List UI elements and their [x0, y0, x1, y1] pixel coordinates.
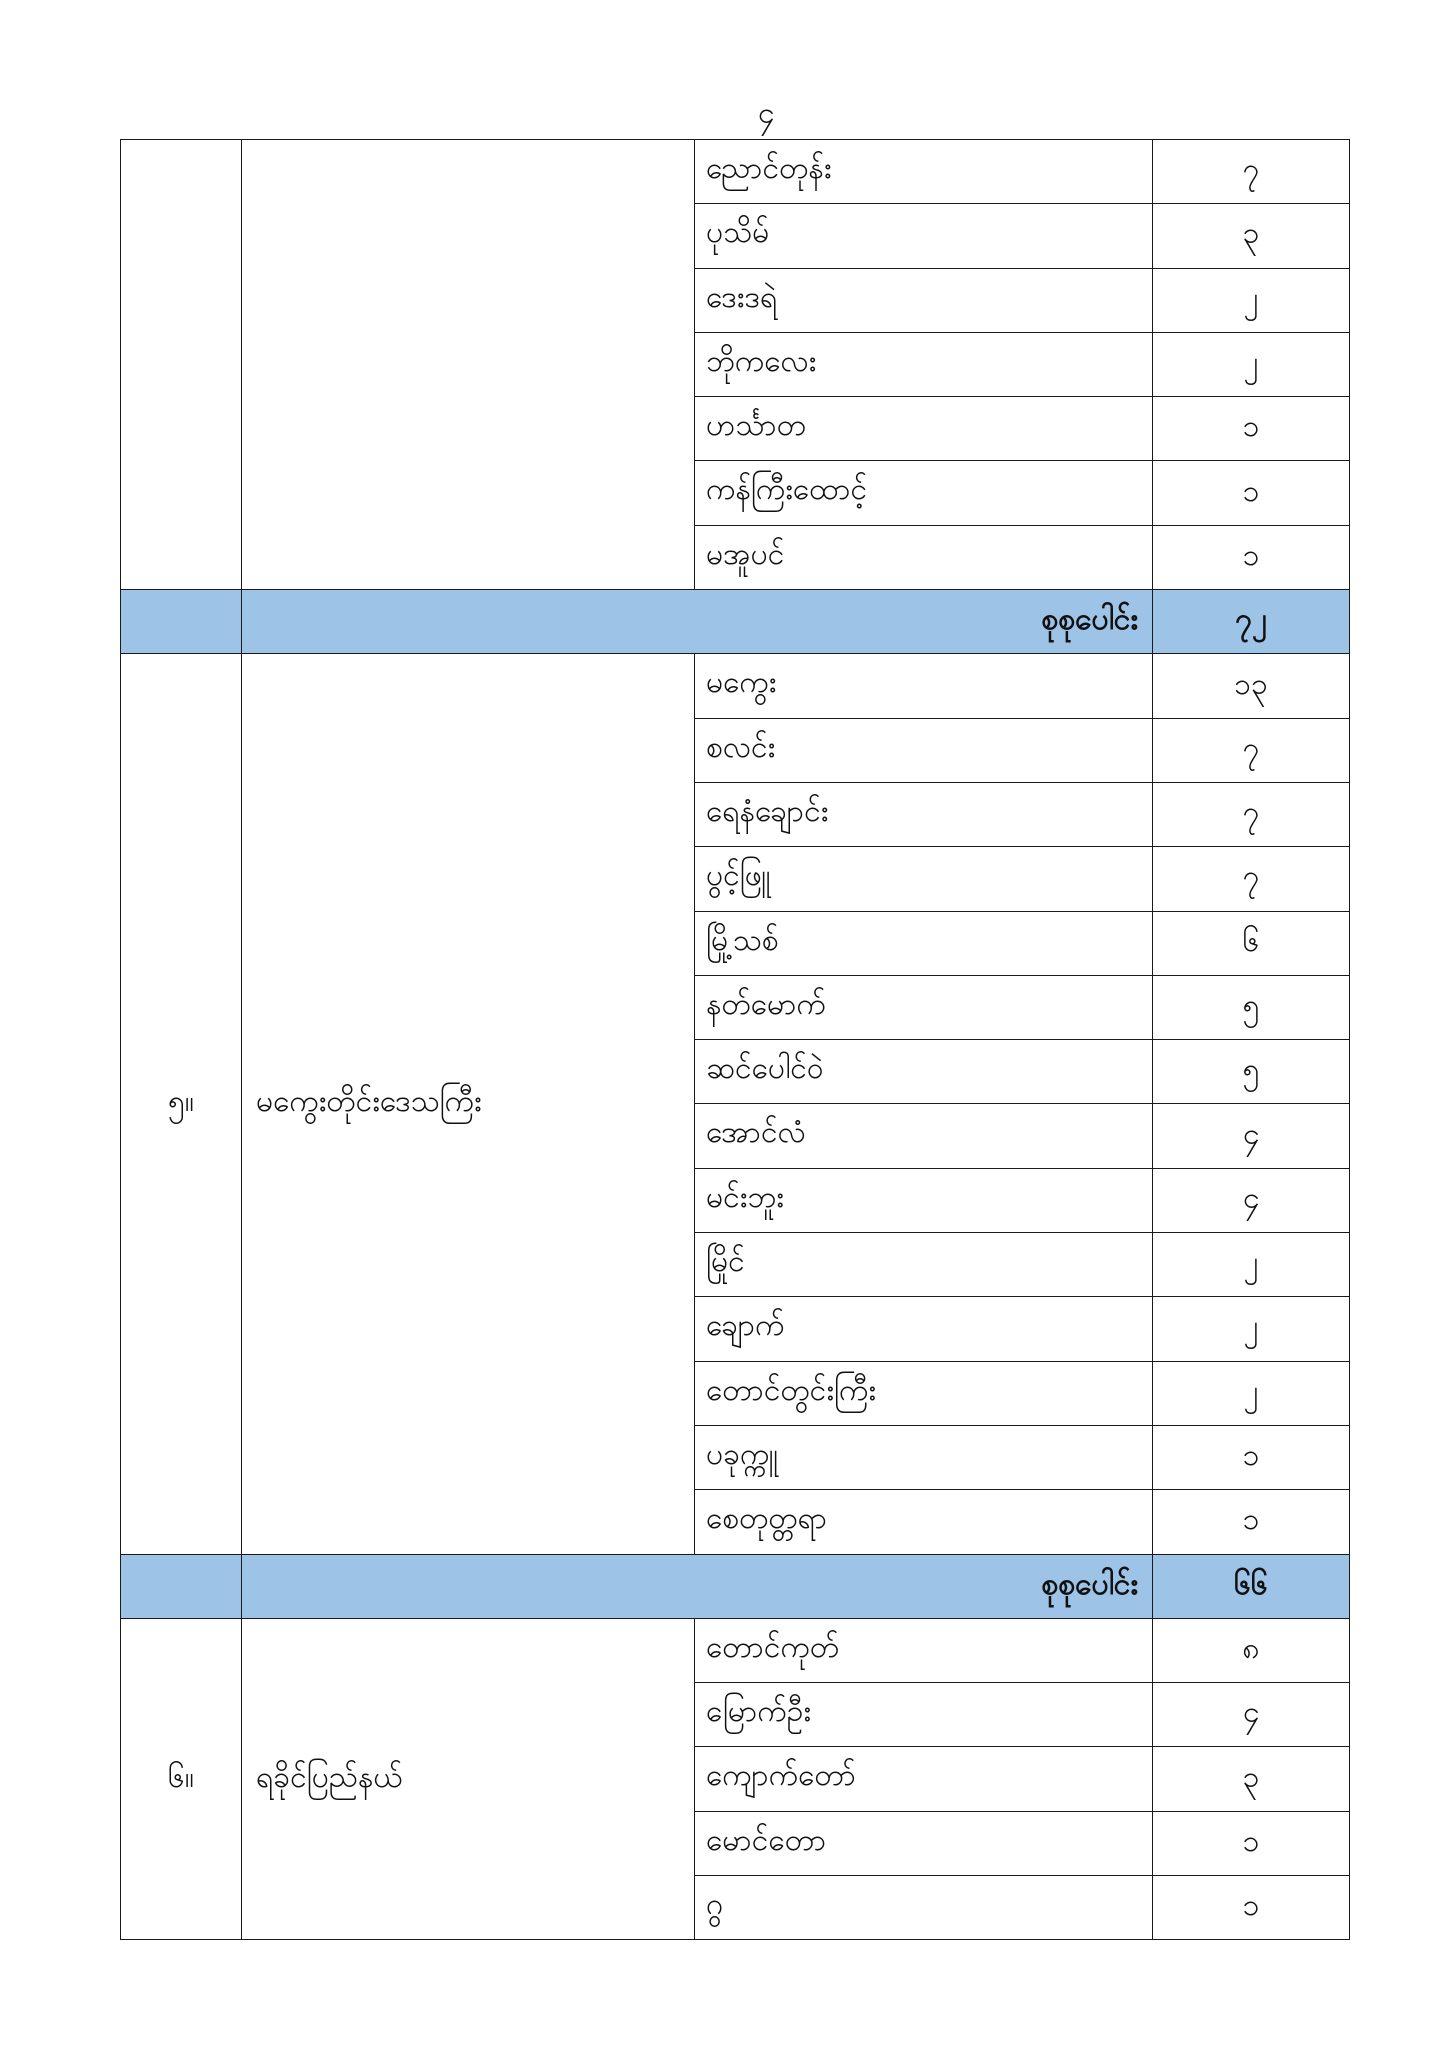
township-name: မင်းဘူး: [695, 1168, 1153, 1232]
table-row: [121, 1618, 1350, 1682]
total-label: စုစုပေါင်း: [242, 590, 1153, 654]
township-name: စလင်း: [695, 718, 1153, 782]
township-name: မြို့သစ်: [695, 911, 1153, 975]
township-count-table: [120, 139, 1350, 1940]
township-count: ၁: [1153, 1811, 1350, 1875]
township-name: မောင်တော: [695, 1811, 1153, 1875]
township-name: ပုသိမ်: [695, 204, 1153, 268]
township-name: ကျောက်တော်: [695, 1747, 1153, 1811]
township-count: ၇: [1153, 847, 1350, 911]
group-number: ၅။: [121, 654, 242, 1554]
township-name: ညောင်တုန်း: [695, 140, 1153, 204]
township-count: ၁: [1153, 1876, 1350, 1940]
total-value: ၆၆: [1153, 1554, 1350, 1618]
township-name: ဘိုကလေး: [695, 332, 1153, 396]
township-count: ၅: [1153, 1040, 1350, 1104]
township-count: ၃: [1153, 1747, 1350, 1811]
total-row: [121, 1554, 1350, 1618]
table-body: [121, 140, 1350, 1940]
page-number: ၄: [757, 96, 775, 131]
total-blank-cell: [121, 590, 242, 654]
township-count: ၇: [1153, 718, 1350, 782]
total-label: စုစုပေါင်း: [242, 1554, 1153, 1618]
group-number: [121, 140, 242, 590]
township-name: ချောက်: [695, 1297, 1153, 1361]
total-row: [121, 590, 1350, 654]
township-name: ပွင့်ဖြူ: [695, 847, 1153, 911]
township-count: ၂: [1153, 1297, 1350, 1361]
township-name: နတ်မောက်: [695, 975, 1153, 1039]
township-name: ရေနံချောင်း: [695, 782, 1153, 846]
township-name: ဟင်္သာတ: [695, 397, 1153, 461]
township-count: ၁: [1153, 525, 1350, 589]
table-row: [121, 654, 1350, 718]
township-name: ဆင်ပေါင်ဝဲ: [695, 1040, 1153, 1104]
township-count: ၂: [1153, 268, 1350, 332]
township-count: ၅: [1153, 975, 1350, 1039]
township-name: ဂွ: [695, 1876, 1153, 1940]
township-count: ၇: [1153, 140, 1350, 204]
township-count: ၆: [1153, 911, 1350, 975]
township-count: ၁၃: [1153, 654, 1350, 718]
township-name: မြောက်ဦး: [695, 1683, 1153, 1747]
township-count: ၈: [1153, 1618, 1350, 1682]
township-name: ကန်ကြီးထောင့်: [695, 461, 1153, 525]
township-count: ၁: [1153, 397, 1350, 461]
region-name: [242, 140, 695, 590]
township-name: ဒေးဒရဲ: [695, 268, 1153, 332]
township-count: ၂: [1153, 332, 1350, 396]
group-number: ၆။: [121, 1618, 242, 1939]
township-name: တောင်တွင်းကြီး: [695, 1361, 1153, 1425]
township-name: အောင်လံ: [695, 1104, 1153, 1168]
township-count: ၂: [1153, 1361, 1350, 1425]
township-count: ၁: [1153, 1490, 1350, 1554]
township-name: တောင်ကုတ်: [695, 1618, 1153, 1682]
township-count: ၇: [1153, 782, 1350, 846]
table-row: [121, 140, 1350, 204]
total-value: ၇၂: [1153, 590, 1350, 654]
township-name: မအူပင်: [695, 525, 1153, 589]
total-blank-cell: [121, 1554, 242, 1618]
township-name: မကွေး: [695, 654, 1153, 718]
township-name: ပခုက္ကူ: [695, 1425, 1153, 1489]
township-count: ၄: [1153, 1683, 1350, 1747]
region-name: မကွေးတိုင်းဒေသကြီး: [242, 654, 695, 1554]
township-count: ၃: [1153, 204, 1350, 268]
township-count: ၄: [1153, 1104, 1350, 1168]
township-count: ၁: [1153, 1425, 1350, 1489]
township-name: စေတုတ္တရာ: [695, 1490, 1153, 1554]
township-count: ၁: [1153, 461, 1350, 525]
township-count: ၂: [1153, 1233, 1350, 1297]
township-name: မြိုင်: [695, 1233, 1153, 1297]
township-count: ၄: [1153, 1168, 1350, 1232]
region-name: ရခိုင်ပြည်နယ်: [242, 1618, 695, 1939]
